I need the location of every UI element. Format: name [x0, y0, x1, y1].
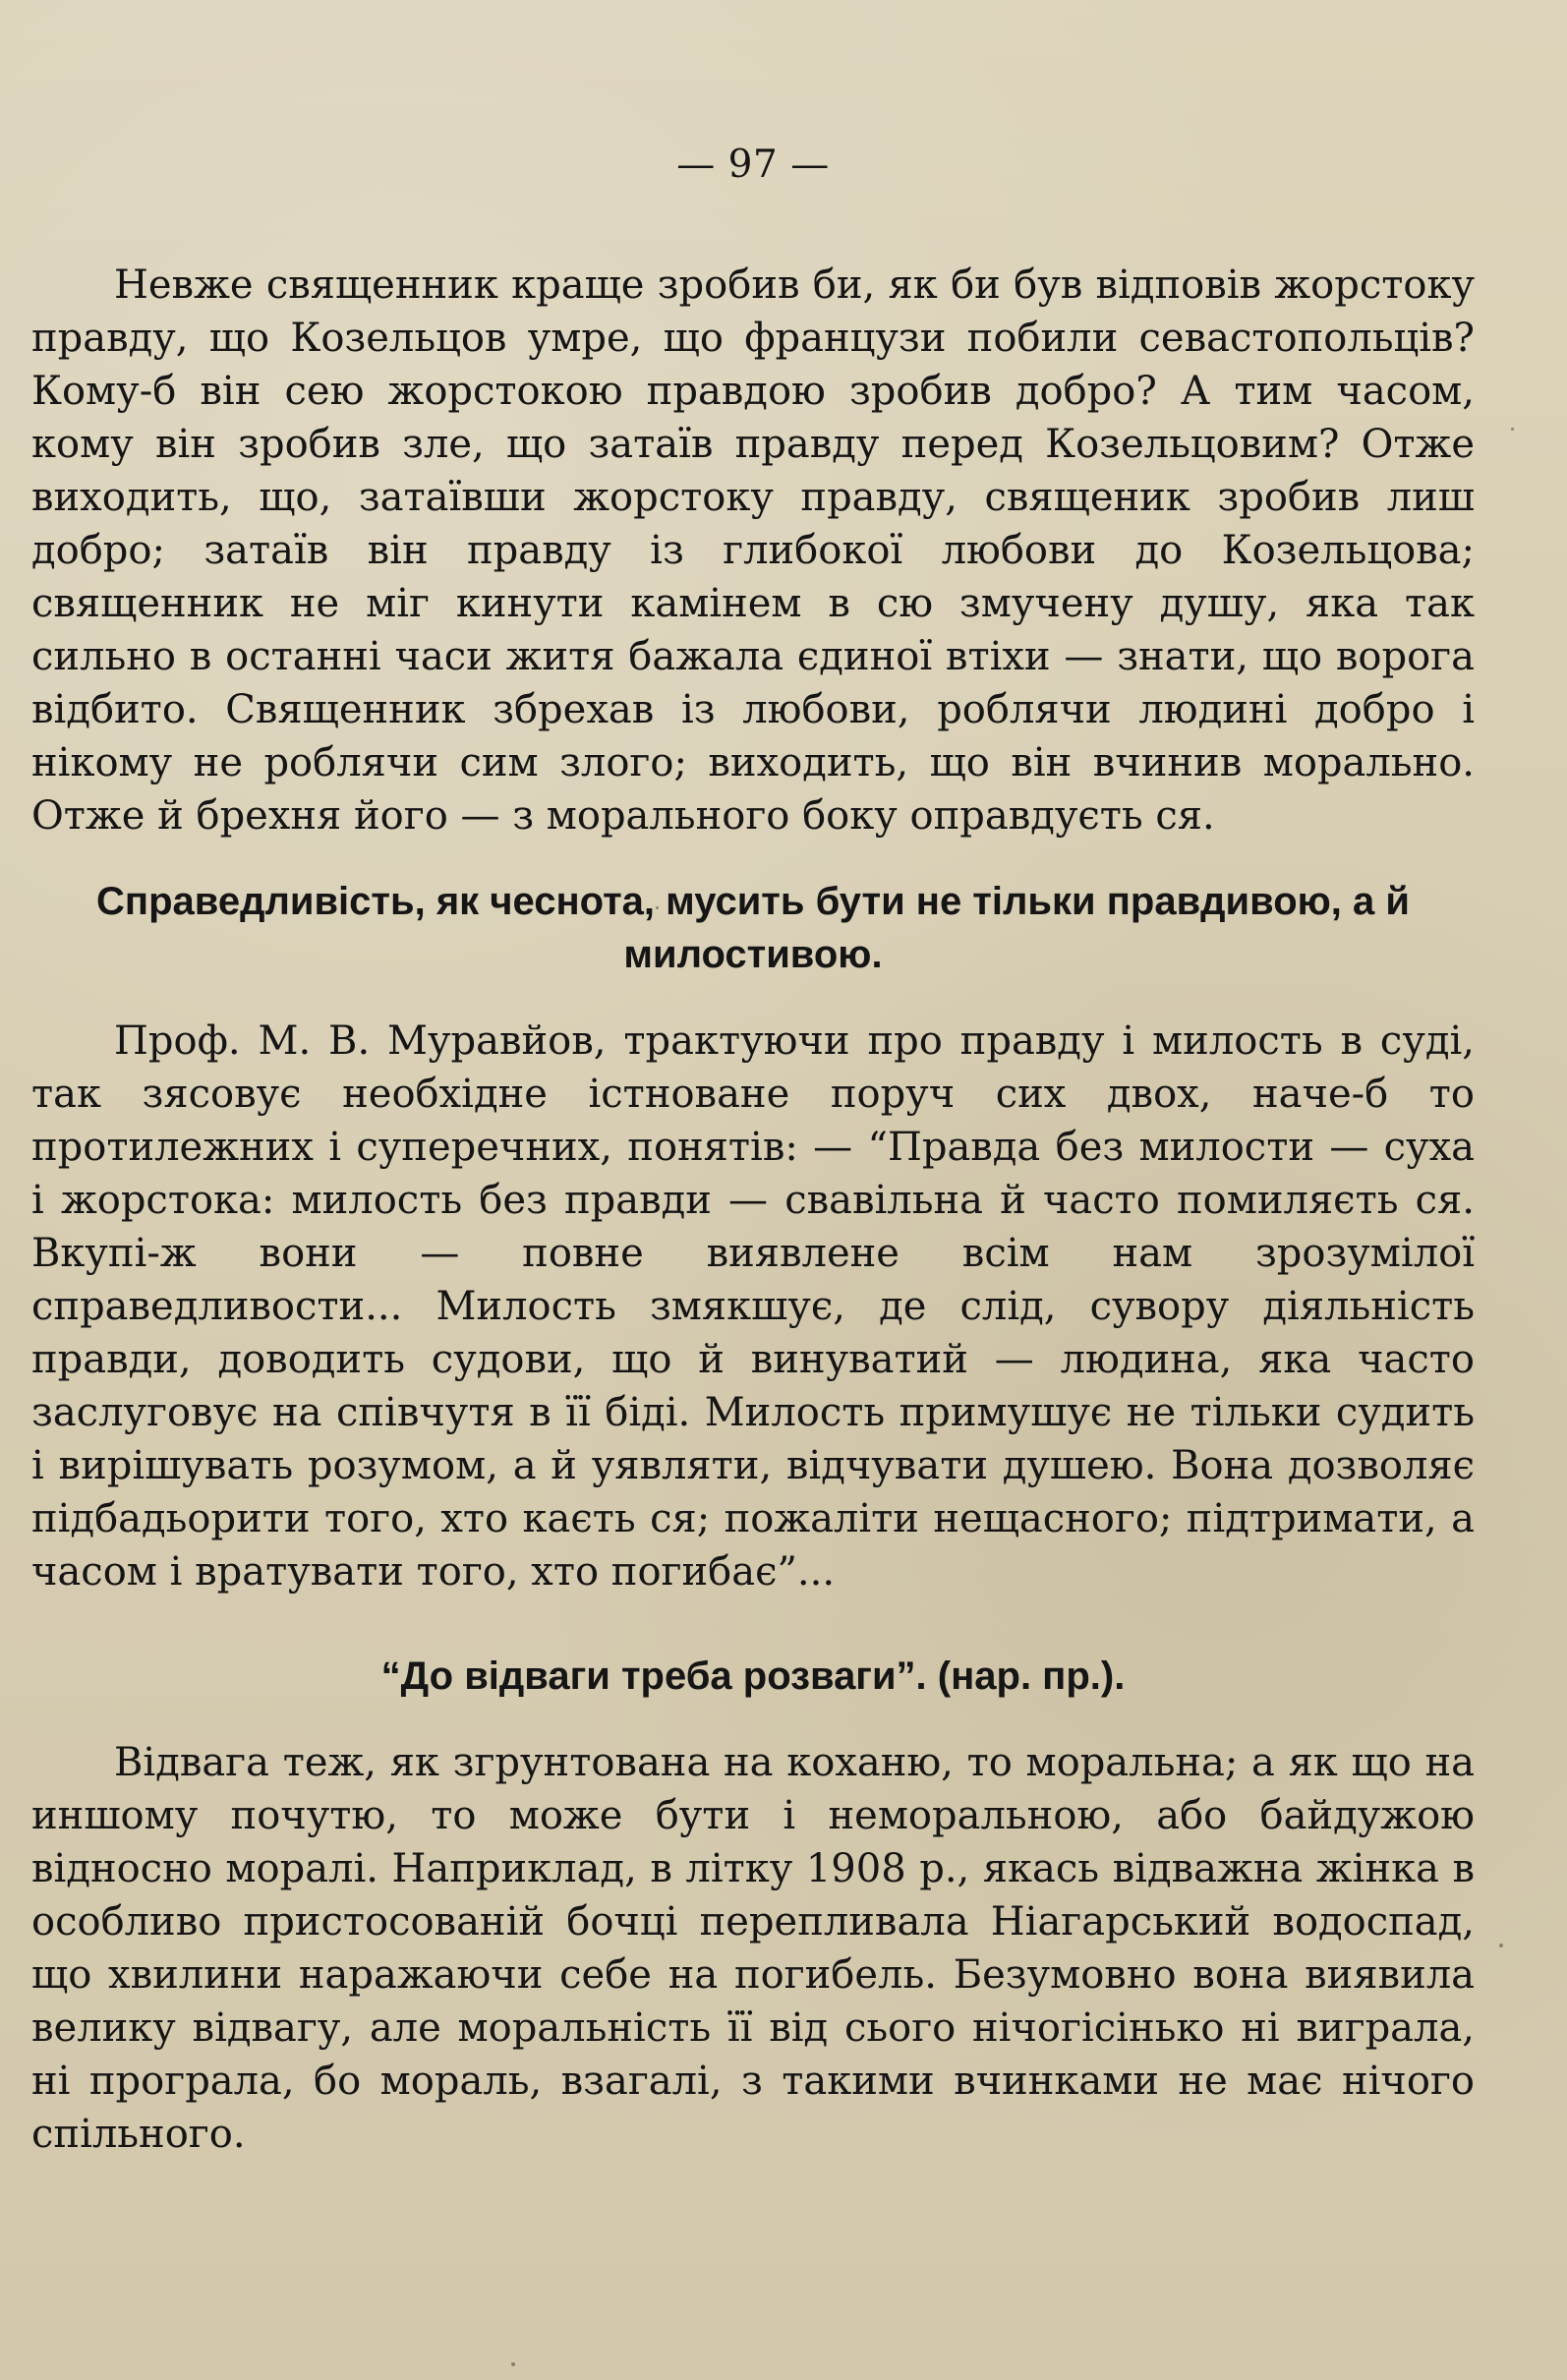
body-paragraph-3 — [31, 1736, 1475, 2161]
paper-speck — [511, 2362, 515, 2366]
paper-speck — [1511, 428, 1514, 431]
body-paragraph-2-text: Проф. М. В. Муравйов, трактуючи про правду і милость в суді, так зясовує необхідне істноване поруч сих двох, наче-б то протилежних і суперечних, понятів: — “Правда без милости — суха і жорстока: милость без правди — свавільна й часто помиляєть ся. Вкупі-ж вони — повне виявлене всім нам зрозумілої справедливости... Милость змякшує, де слід, сувору діяльність правди, доводить судови, що й винуватий — людина, яка часто заслуговує на співчутя в її біді. Милость примушує не тільки судить і вирішувать розумом, а й уявляти, відчувати душею. Вона дозволяє підбадьорити того, хто каєть ся; пожаліти нещасного; підтримати, а часом і вратувати того, хто погибає”... — [31, 1018, 1475, 1595]
paper-speck — [656, 906, 659, 909]
section-heading-2: “До відваги треба розваги”. (нар. пр.). — [380, 1654, 1126, 1698]
body-paragraph-2 — [31, 1015, 1475, 1598]
page-number: — 97 — — [676, 143, 830, 187]
body-paragraph-3-text: Відвага теж, як згрунтована на коханю, то моральна; а як що на иншому почутю, то може бути і неморальною, або байдужою відносно моралі. Наприклад, в літку 1908 р., якась відважна жінка в особливо пристосованій бочці перепливала Ніагарський водоспад, що хвилини наражаючи себе на погибель. Безумовно вона виявила велику відвагу, але моральність її від сього нічогісінько ні виграла, ні програла, бо мораль, взагалі, з такими вчинками не має нічого спільного. — [31, 1740, 1475, 2157]
paper-speck — [1499, 1944, 1503, 1947]
body-paragraph-1 — [31, 259, 1475, 842]
body-paragraph-1-text: Невже священник краще зробив би, як би був відповів жорстоку правду, що Козельцов умре, що французи побили севастопольців? Кому-б він сею жорстокою правдою зробив добро? А тим часом, кому він зробив зле, що затаїв правду перед Козельцовим? Отже виходить, що, затаївши жорстоку правду, священик зробив лиш добро; затаїв він правду із глибокої любови до Козельцова; священник не міг кинути камінем в сю змучену душу, яка так сильно в останні часи житя бажала єдиної втіхи — знати, що ворога відбито. Священник збрехав із любови, роблячи людині добро і нікому не роблячи сим злого; виходить, що він вчинив морально. Отже й брехня його — з морального боку оправдуєть ся. — [31, 262, 1475, 839]
section-heading-1: Справедливість, як чеснота, мусить бути не тільки правдивою, а й милостивою. — [96, 880, 1410, 976]
